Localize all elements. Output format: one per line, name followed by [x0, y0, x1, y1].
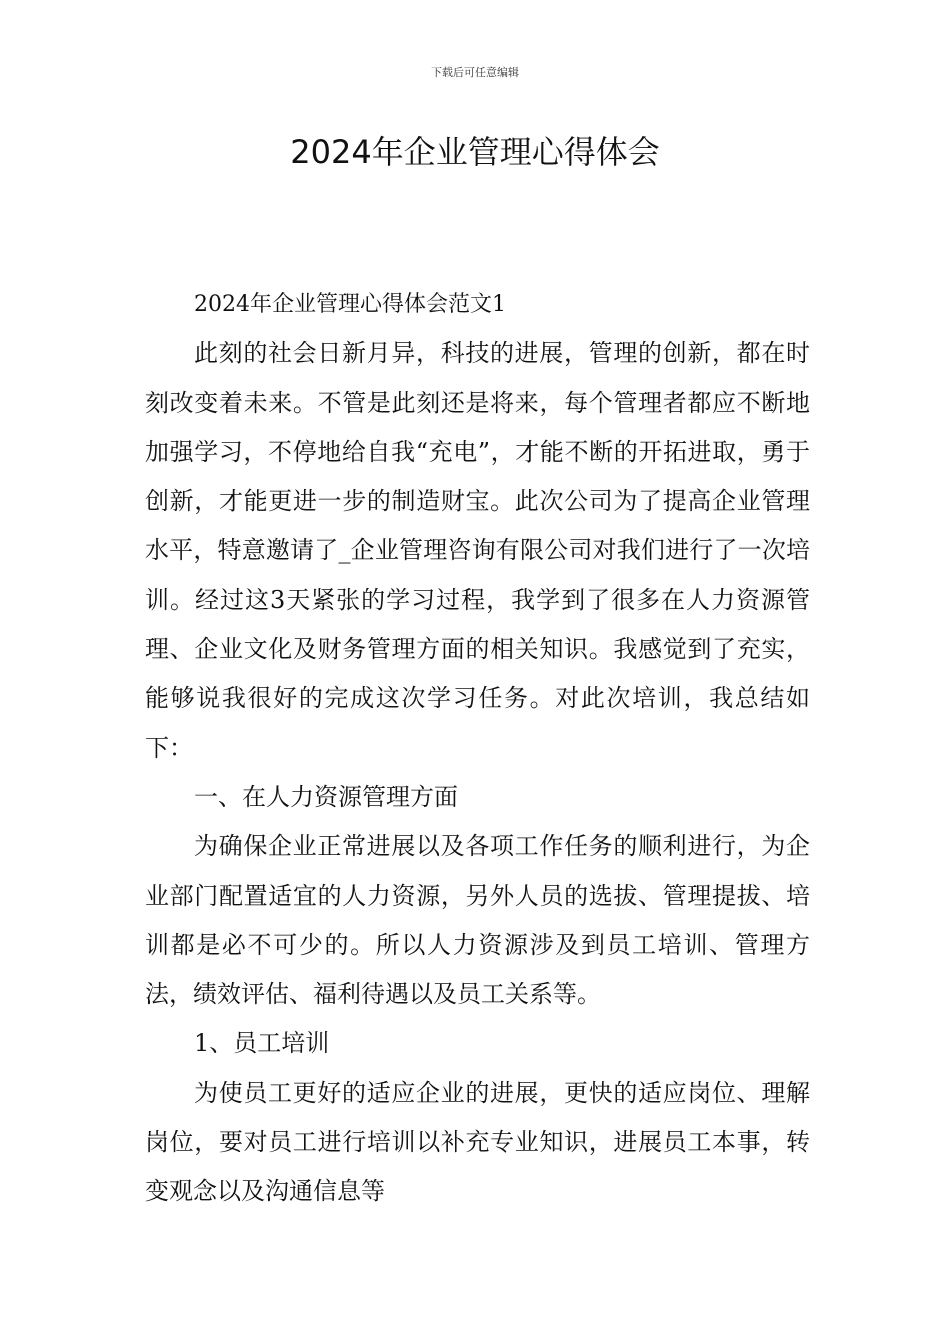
body-paragraph: 此刻的社会日新月异，科技的进展，管理的创新，都在时刻改变着未来。不管是此刻还是将来，每个管理者都应不断地加强学习，不停地给自我“充电”，才能不断的开拓进取，勇于创新，才能更进一步的制造财宝。此次公司为了提高企业管理水平，特意邀请了_企业管理咨询有限公司对我们进行了一次培训。经过这3天紧张的学习过程，我学到了很多在人力资源管理、企业文化及财务管理方面的相关知识。我感觉到了充实，能够说我很好的完成这次学习任务。对此次培训，我总结如下： — [145, 339, 810, 762]
document-body — [145, 280, 810, 1217]
body-paragraph: 为使员工更好的适应企业的进展，更快的适应岗位、理解岗位，要对员工进行培训以补充专业知识，进展员工本事，转变观念以及沟通信息等 — [145, 1078, 810, 1206]
section-heading: 一、在人力资源管理方面 — [194, 782, 458, 811]
section-subtitle: 2024年企业管理心得体会范文1 — [194, 292, 506, 317]
page-title: 2024年企业管理心得体会 — [290, 133, 660, 171]
section-heading: 1、员工培训 — [194, 1029, 330, 1058]
header-note: 下载后可任意编辑 — [431, 66, 519, 79]
body-paragraph: 为确保企业正常进展以及各项工作任务的顺利进行，为企业部门配置适宜的人力资源，另外人员的选拔、管理提拔、培训都是必不可少的。所以人力资源涉及到员工培训、管理方法，绩效评估、福利待遇以及员工关系等。 — [145, 832, 810, 1009]
